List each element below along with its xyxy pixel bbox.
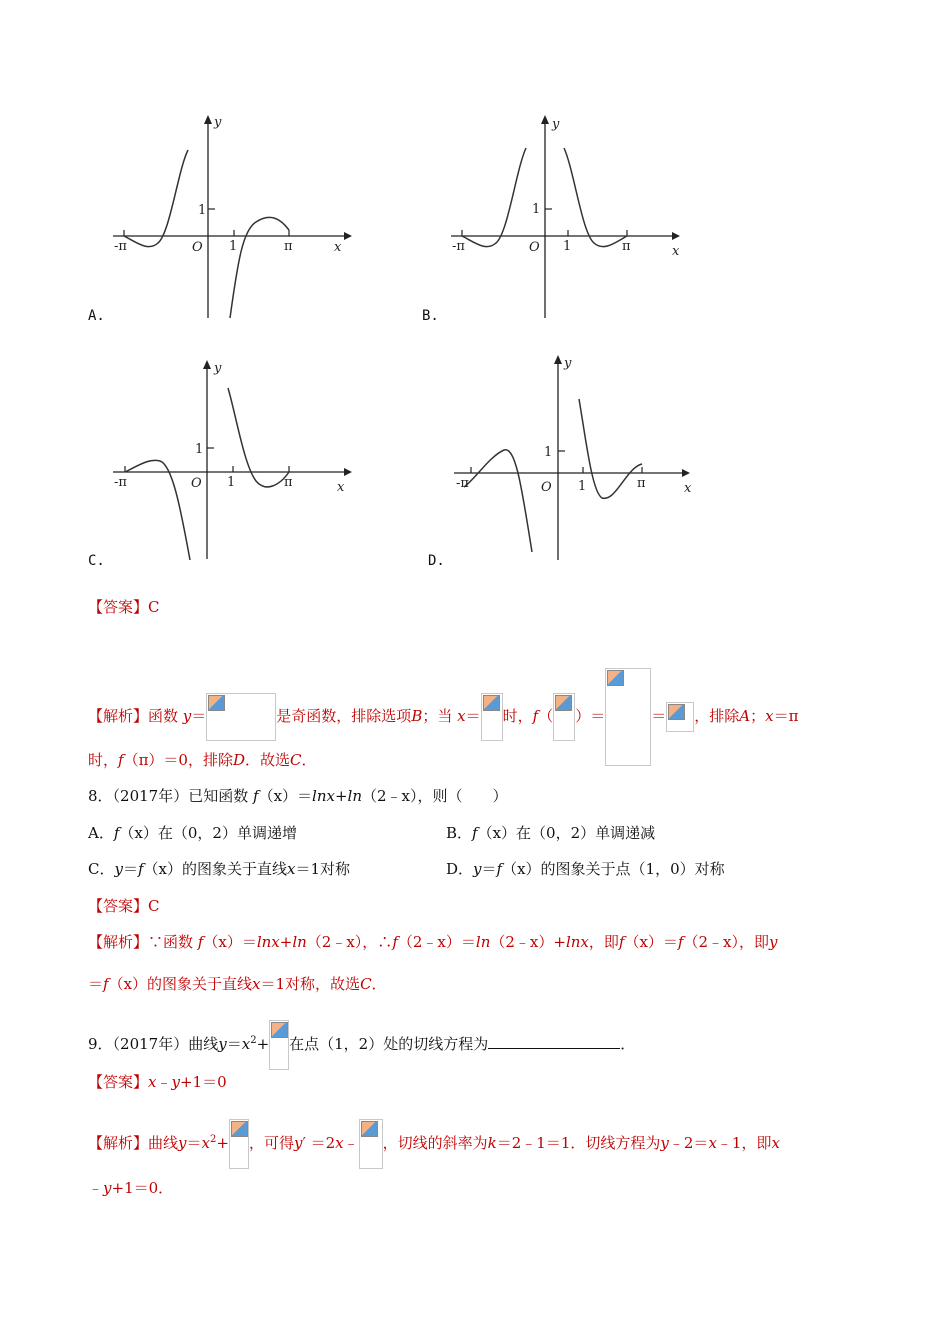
- exponent: 2: [210, 1134, 217, 1145]
- text: ﹣: [156, 1073, 172, 1091]
- broken-image-icon: [555, 695, 572, 711]
- text: ＝1对称，故选: [260, 975, 361, 993]
- text: （x）＝: [624, 933, 678, 951]
- text: ﹣1，即: [716, 1134, 772, 1152]
- text: ＝: [226, 1035, 242, 1053]
- var-ln: ln: [475, 933, 491, 951]
- broken-image-icon: [668, 704, 685, 720]
- graph-option-c: [108, 355, 358, 570]
- text: ＝: [191, 707, 207, 725]
- text: 时，: [502, 707, 533, 725]
- var-x: x: [708, 1134, 717, 1152]
- var-y: y: [171, 1073, 180, 1091]
- x-label-one: 1: [227, 475, 236, 490]
- text: 函数: [148, 707, 183, 725]
- exponent: 2: [250, 1035, 257, 1046]
- x-axis-label: x: [684, 481, 692, 496]
- broken-image-icon: [208, 695, 225, 711]
- text: ＝: [88, 975, 104, 993]
- var-ln: ln: [347, 787, 362, 805]
- y-tick-label-one: 1: [198, 203, 207, 218]
- text: （x）的图象关于直线: [143, 860, 288, 878]
- graph-d-svg: [446, 350, 696, 565]
- var-ln: lnx: [565, 933, 589, 951]
- var-f: f: [496, 860, 503, 878]
- text: +: [256, 1035, 270, 1053]
- text: （2﹣x）+: [490, 933, 566, 951]
- q9-analysis-line-2: [88, 1177, 173, 1199]
- text: ＝π: [773, 707, 799, 725]
- y-axis-label: y: [214, 115, 222, 130]
- q8-analysis-line-2: [88, 973, 387, 995]
- formula-image: [553, 693, 575, 741]
- text: ﹣: [343, 1134, 359, 1152]
- text: （2﹣x），即: [683, 933, 769, 951]
- broken-image-icon: [361, 1121, 378, 1137]
- x-axis-arrow: [344, 232, 352, 240]
- answer-tag: 【答案】: [88, 897, 149, 915]
- text: ，即: [588, 933, 619, 951]
- var-f: f: [103, 975, 109, 993]
- text: ＝1对称: [295, 860, 351, 878]
- graph-option-b: [446, 110, 696, 325]
- origin-label: O: [192, 240, 203, 255]
- origin-label: O: [529, 240, 540, 255]
- var-x: x: [241, 1035, 251, 1053]
- var-x: x: [287, 860, 296, 878]
- var-f: f: [532, 707, 539, 725]
- analysis-tag: 【解析】: [88, 1134, 149, 1152]
- var-y: y: [182, 707, 192, 725]
- y-tick-label-one: 1: [544, 445, 553, 460]
- x-label-pi: π: [637, 476, 646, 491]
- text: ．: [371, 975, 387, 993]
- function-curve-right: [230, 217, 289, 318]
- broken-image-icon: [607, 670, 624, 686]
- text: C．: [88, 860, 115, 878]
- text: ＝: [122, 860, 138, 878]
- x-axis-arrow: [682, 469, 690, 477]
- var-ln: ln: [292, 933, 307, 951]
- q8-option-c: [88, 858, 350, 880]
- text: ﹣2＝: [668, 1134, 709, 1152]
- text: （x）在（0，2）单调递减: [477, 824, 656, 842]
- var-k: k: [487, 1134, 497, 1152]
- x-label-neg-pi: -π: [456, 476, 469, 491]
- text: 9．（2017年）曲线: [88, 1035, 219, 1053]
- text: 8．（2017年）已知函数: [88, 787, 253, 805]
- var-f: f: [392, 933, 398, 951]
- x-label-neg-pi: -π: [114, 475, 127, 490]
- text: ＝: [651, 707, 667, 725]
- text: ′ ＝2: [302, 1134, 336, 1152]
- text: （2﹣x），∴: [306, 933, 393, 951]
- graph-c-svg: [108, 355, 358, 570]
- option-label-c: C.: [88, 553, 105, 569]
- x-axis-arrow: [344, 468, 352, 476]
- text: B．: [446, 824, 473, 842]
- text: ，可得: [248, 1134, 294, 1152]
- var-f: f: [137, 860, 144, 878]
- answer-value: C: [148, 897, 160, 915]
- q8-stem: [88, 785, 508, 807]
- var-D: D: [232, 751, 246, 769]
- option-label-b: B.: [422, 308, 439, 324]
- var-y: y: [660, 1134, 669, 1152]
- text: （2﹣x），则（ ）: [362, 787, 508, 805]
- text: ，排除: [694, 707, 740, 725]
- formula-image: [269, 1020, 289, 1070]
- text: +: [334, 787, 348, 805]
- text: （x）的图象关于直线: [108, 975, 253, 993]
- var-y: y: [768, 933, 778, 951]
- var-y: y: [473, 860, 482, 878]
- formula-image: [229, 1119, 249, 1169]
- text: +1＝0．: [111, 1179, 174, 1197]
- q9-stem: [88, 1020, 635, 1070]
- x-axis-label: x: [672, 244, 680, 259]
- function-curve-right: [564, 148, 627, 247]
- broken-image-icon: [483, 695, 500, 711]
- var-A: A: [739, 707, 751, 725]
- y-axis-arrow: [541, 115, 549, 124]
- q9-answer-line: [88, 1071, 227, 1093]
- var-y: y: [103, 1179, 112, 1197]
- text: （x）＝: [258, 787, 313, 805]
- var-x: x: [252, 975, 261, 993]
- text: ）＝: [575, 707, 606, 725]
- graph-option-d: [446, 350, 696, 565]
- text: ．: [620, 1035, 636, 1053]
- formula-image: [206, 693, 276, 741]
- x-label-pi: π: [284, 475, 293, 490]
- var-y: y: [114, 860, 123, 878]
- y-tick-label-one: 1: [195, 442, 204, 457]
- graph-option-a: [108, 110, 358, 325]
- y-axis-arrow: [203, 360, 211, 369]
- var-y: y: [178, 1134, 187, 1152]
- text: 时，: [88, 751, 119, 769]
- text: ＝: [465, 707, 481, 725]
- text: ＝2﹣1＝1．切线方程为: [496, 1134, 661, 1152]
- var-x: x: [335, 1134, 344, 1152]
- var-f: f: [677, 933, 684, 951]
- function-curve-left: [462, 148, 526, 247]
- function-curve-right: [579, 399, 642, 498]
- y-axis-arrow: [204, 115, 212, 124]
- x-label-one: 1: [229, 239, 238, 254]
- formula-image: [481, 693, 503, 741]
- var-f: f: [197, 933, 204, 951]
- graph-b-svg: [446, 110, 696, 325]
- y-axis-arrow: [554, 355, 562, 364]
- answer-blank[interactable]: [488, 1032, 620, 1049]
- q8-option-d: [446, 858, 725, 880]
- x-label-one: 1: [578, 479, 587, 494]
- var-C: C: [290, 751, 302, 769]
- formula-image: [359, 1119, 383, 1169]
- function-curve-left: [124, 150, 188, 247]
- q7-answer-line: [88, 596, 160, 618]
- function-curve-left: [464, 450, 532, 552]
- x-label-neg-pi: -π: [114, 239, 127, 254]
- x-label-pi: π: [622, 239, 631, 254]
- text: ＝: [481, 860, 497, 878]
- var-f: f: [253, 787, 259, 805]
- text: （π）＝0，排除: [123, 751, 233, 769]
- var-x: x: [201, 1134, 210, 1152]
- text: A．: [88, 824, 114, 842]
- var-x: x: [457, 707, 466, 725]
- answer-tag: 【答案】: [88, 598, 149, 616]
- text: （x）的图象关于点（1，0）对称: [502, 860, 725, 878]
- text: 在点（1，2）处的切线方程为: [289, 1035, 489, 1053]
- text: （x）＝: [203, 933, 257, 951]
- text: ；: [750, 707, 766, 725]
- var-f: f: [113, 824, 120, 842]
- text: （: [538, 707, 554, 725]
- q8-option-b: [446, 822, 655, 844]
- y-axis-label: y: [214, 361, 222, 376]
- var-C: C: [360, 975, 372, 993]
- y-axis-label: y: [564, 356, 572, 371]
- var-x: x: [765, 707, 774, 725]
- y-axis-label: y: [552, 117, 560, 132]
- text: （2﹣x）＝: [397, 933, 476, 951]
- q8-analysis-line-1: [88, 931, 777, 953]
- x-label-pi: π: [284, 239, 293, 254]
- option-label-d: D.: [428, 553, 445, 569]
- y-tick-label-one: 1: [532, 202, 541, 217]
- text: +1＝0: [179, 1073, 227, 1091]
- q8-option-a: [88, 822, 297, 844]
- graph-a-svg: [108, 110, 358, 325]
- x-axis-arrow: [672, 232, 680, 240]
- option-label-a: A.: [88, 308, 105, 324]
- var-B: B: [411, 707, 423, 725]
- text: ∵函数: [148, 933, 198, 951]
- var-ln: lnx: [256, 933, 280, 951]
- text: ；当: [422, 707, 458, 725]
- text: （x）在（0，2）单调递增: [119, 824, 297, 842]
- text: ﹣: [88, 1179, 104, 1197]
- var-x: x: [148, 1073, 157, 1091]
- text: ，切线的斜率为: [382, 1134, 488, 1152]
- text: +: [279, 933, 293, 951]
- x-axis-label: x: [337, 480, 345, 495]
- origin-label: O: [191, 476, 202, 491]
- var-f: f: [118, 751, 124, 769]
- q9-analysis-line-1: [88, 1119, 780, 1169]
- var-x: x: [771, 1134, 780, 1152]
- var-f: f: [618, 933, 625, 951]
- text: 是奇函数，排除选项: [276, 707, 412, 725]
- analysis-tag: 【解析】: [88, 707, 149, 725]
- answer-value: C: [148, 598, 160, 616]
- text: D．: [446, 860, 474, 878]
- text: 曲线: [148, 1134, 179, 1152]
- x-label-neg-pi: -π: [452, 239, 465, 254]
- origin-label: O: [541, 480, 552, 495]
- var-ln: lnx: [312, 787, 335, 805]
- text: ．故选: [245, 751, 291, 769]
- broken-image-icon: [271, 1022, 288, 1038]
- formula-image: [666, 702, 694, 732]
- answer-tag: 【答案】: [88, 1073, 149, 1091]
- var-f: f: [472, 824, 478, 842]
- function-curve-left: [125, 460, 190, 560]
- formula-image: [605, 668, 651, 766]
- x-axis-label: x: [334, 240, 342, 255]
- var-y: y: [218, 1035, 227, 1053]
- analysis-tag: 【解析】: [88, 933, 149, 951]
- text: +: [216, 1134, 229, 1152]
- q7-analysis-line-2: [88, 749, 317, 771]
- text: ．: [301, 751, 317, 769]
- var-y: y: [293, 1134, 303, 1152]
- text: ＝: [186, 1134, 202, 1152]
- x-label-one: 1: [563, 239, 572, 254]
- broken-image-icon: [231, 1121, 248, 1137]
- q8-answer-line: [88, 895, 160, 917]
